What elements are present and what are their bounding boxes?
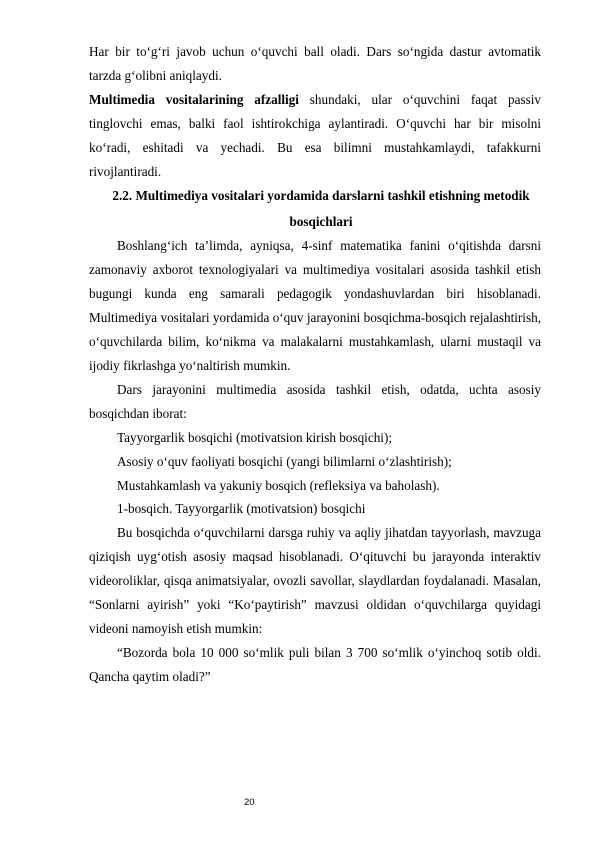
page-number: 20 [244, 797, 255, 808]
stage-list-item: Asosiy o‘quv faoliyati bosqichi (yangi bilimlarni o‘zlashtirish); [117, 453, 452, 469]
section-heading: 2.2. Multimediya vositalari yordamida darslarni tashkil etishning metodik bosqichlari [112, 188, 530, 229]
paragraph-multimedia-advantages [89, 88, 541, 184]
paragraph-primary-education: Boshlang‘ich ta’limda, ayniqsa, 4-sinf matematika fanini o‘qitishda darsni zamonaviy axborot texnologiyalari va multimediya vositalari asosida tashkil etish bugungi kunda eng samarali pedagogik yondashuvlardan biri hisoblanadi. Multimediya vositalari yordamida o‘quv jarayonini bosqichma-bosqich rejalashtirish, o‘quvchilarda bilim, ko‘nikma va malakalarni mustahkamlash, ularni mustaqil va ijodiy fikrlashga yo‘naltirish mumkin. [89, 238, 541, 373]
paragraph-text: shundaki, ular o‘quvchini faqat passiv tinglovchi emas, balki faol ishtirokchiga aylantiradi. O‘quvchi har bir misolni ko‘radi, eshitadi va yechadi. Bu esa bilimni mustahkamlaydi, tafakkurni rivojlantiradi. [89, 91, 541, 179]
paragraph-example-problem: “Bozorda bola 10 000 so‘mlik puli bilan 3 700 so‘mlik o‘yinchoq sotib oldi. Qancha qaytim oladi?” [89, 644, 541, 684]
paragraph-answer-scoring: Har bir to‘g‘ri javob uchun o‘quvchi ball oladi. Dars so‘ngida dastur avtomatik tarzda g‘olibni aniqlaydi. [89, 44, 541, 83]
stage-list-item: Mustahkamlash va yakuniy bosqich (refleksiya va baholash). [117, 477, 440, 493]
paragraph-lesson-stages-intro: Dars jarayonini multimedia asosida tashkil etish, odatda, uchta asosiy bosqichdan iborat: [89, 381, 541, 421]
bold-term: Multimedia vositalarining afzalligi [89, 91, 299, 107]
stage-list-item: Tayyorgarlik bosqichi (motivatsion kirish bosqichi); [117, 429, 393, 445]
stage-1-title: 1-bosqich. Tayyorgarlik (motivatsion) bosqichi [117, 501, 366, 517]
document-body [89, 40, 541, 689]
paragraph-stage-1-description: Bu bosqichda o‘quvchilarni darsga ruhiy va aqliy jihatdan tayyorlash, mavzuga qiziqish uyg‘otish asosiy maqsad hisoblanadi. O‘qituvchi bu jarayonda interaktiv videoroliklar, qisqa animatsiyalar, ovozli savollar, slaydlardan foydalanadi. Masalan, “Sonlarni ayirish” yoki “Ko‘paytirish” mavzusi oldidan o‘quvchilarga quyidagi videoni namoyish etish mumkin: [89, 525, 541, 636]
